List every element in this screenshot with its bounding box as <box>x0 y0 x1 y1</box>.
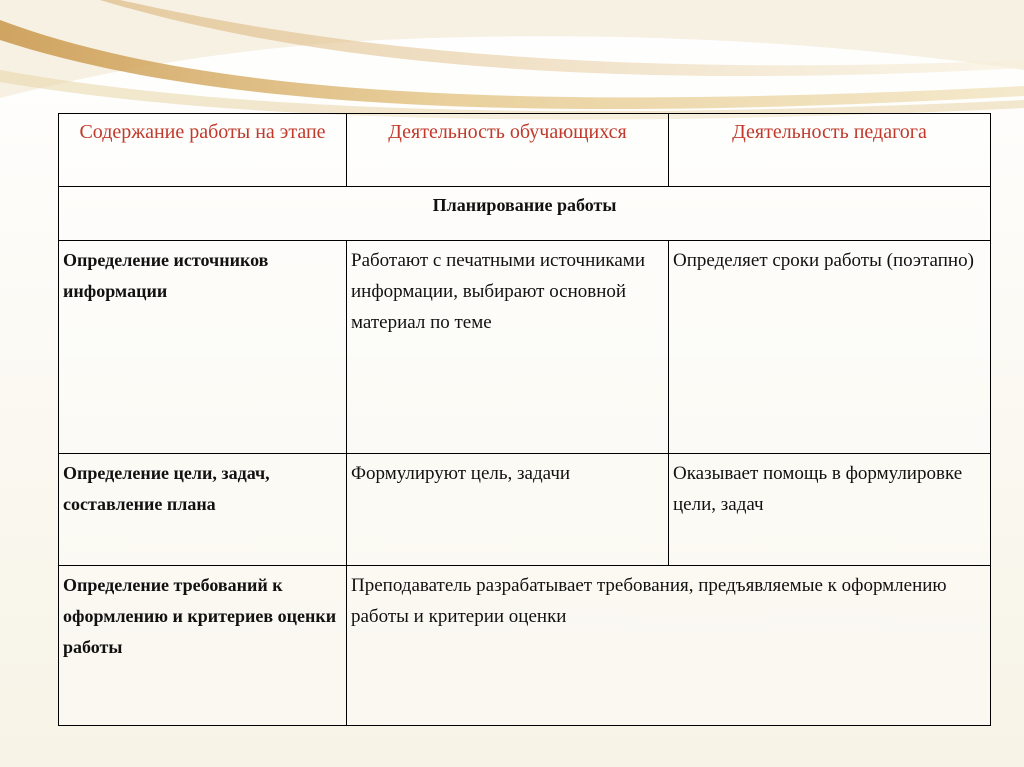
planning-table <box>58 113 991 726</box>
header-student-activity: Деятельность обучающихся <box>347 114 669 187</box>
student-activity-cell: Работают с печатными источниками информации, выбирают основной материал по теме <box>347 241 669 454</box>
header-stage-content: Содержание работы на этапе <box>59 114 347 187</box>
table-header-row <box>59 114 991 187</box>
student-activity-cell: Формулируют цель, задачи <box>347 454 669 566</box>
teacher-activity-cell: Оказывает помощь в формулировке цели, задач <box>669 454 991 566</box>
teacher-activity-cell: Определяет сроки работы (поэтапно) <box>669 241 991 454</box>
stage-cell: Определение источников информации <box>59 241 347 454</box>
combined-activity-cell: Преподаватель разрабатывает требования, предъявляемые к оформлению работы и критерии оценки <box>347 566 991 726</box>
header-teacher-activity: Деятельность педагога <box>669 114 991 187</box>
section-row <box>59 187 991 241</box>
table-row <box>59 566 991 726</box>
table-row <box>59 241 991 454</box>
stage-cell: Определение цели, задач, составление плана <box>59 454 347 566</box>
stage-cell: Определение требований к оформлению и критериев оценки работы <box>59 566 347 726</box>
table-row <box>59 454 991 566</box>
section-title: Планирование работы <box>59 187 991 241</box>
